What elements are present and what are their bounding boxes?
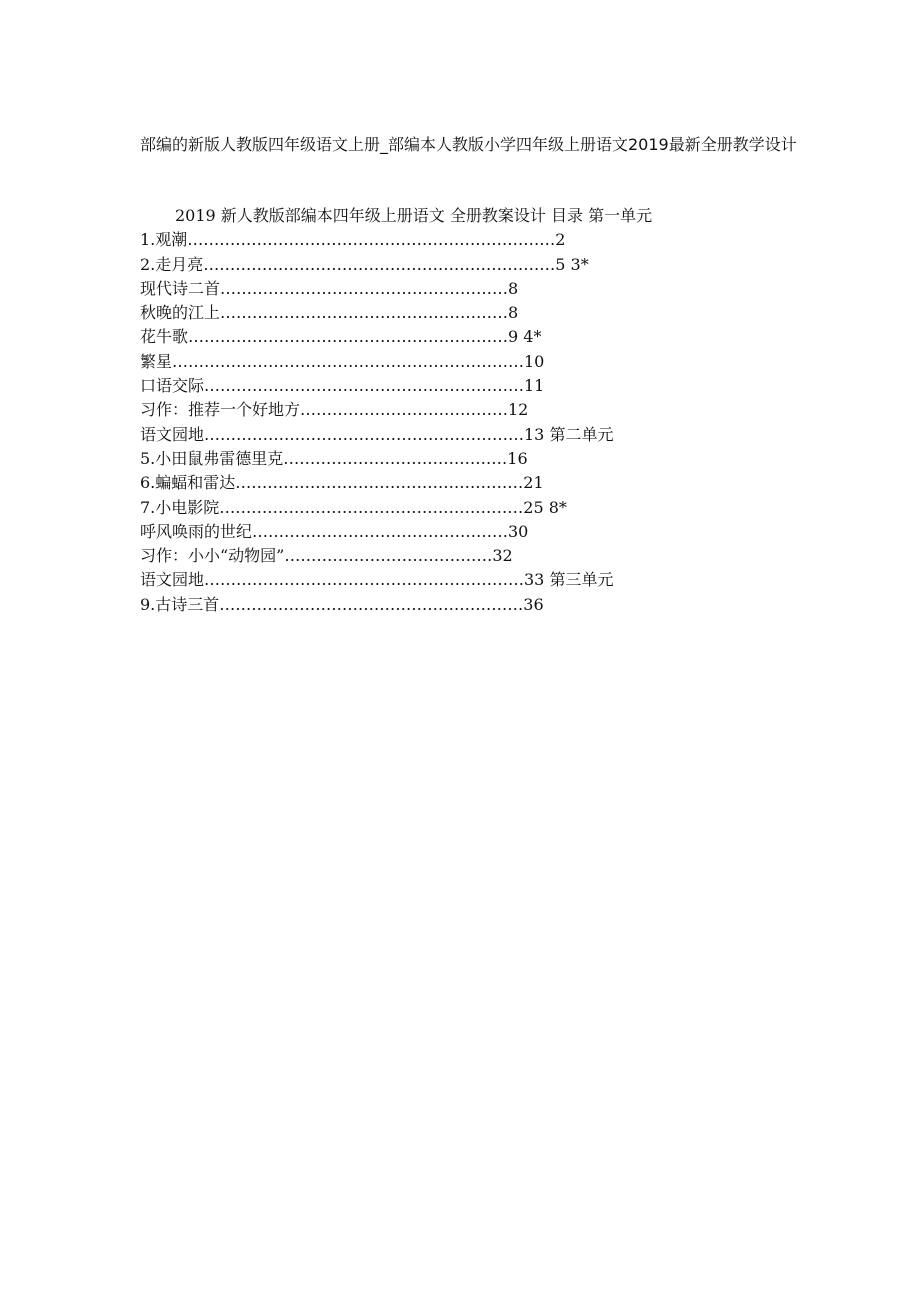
toc-entry: 呼风唤雨的世纪…………………………………………30 bbox=[140, 521, 529, 541]
toc-entry: 繁星…………………………………………………………10 bbox=[140, 351, 545, 371]
toc-lead-line: 2019 新人教版部编本四年级上册语文 全册教案设计 目录 第一单元 bbox=[175, 206, 653, 225]
toc-entry: 现代诗二首………………………………………………8 bbox=[140, 278, 519, 298]
toc-entry: 花牛歌……………………………………………………9 4* bbox=[140, 327, 542, 347]
toc-entry: 5.小田鼠弗雷德里克……………………………………16 bbox=[140, 448, 528, 468]
document-body bbox=[140, 204, 800, 617]
toc-entry: 2.走月亮…………………………………………………………5 3* bbox=[140, 254, 589, 274]
table-of-contents bbox=[140, 228, 800, 617]
toc-entry: 6.蝙蝠和雷达………………………………………………21 bbox=[140, 473, 544, 493]
toc-entry: 语文园地……………………………………………………33 第三单元 bbox=[140, 570, 614, 590]
toc-entry: 9.古诗三首…………………………………………………36 bbox=[140, 594, 544, 614]
toc-entry: 秋晚的江上………………………………………………8 bbox=[140, 303, 519, 323]
toc-entry: 语文园地……………………………………………………13 第二单元 bbox=[140, 424, 614, 444]
toc-entry: 口语交际……………………………………………………11 bbox=[140, 376, 545, 396]
toc-entry: 7.小电影院…………………………………………………25 8* bbox=[140, 497, 567, 517]
document-title: 部编的新版人教版四年级语文上册_部编本人教版小学四年级上册语文2019最新全册教学设计 bbox=[140, 135, 797, 154]
toc-entry: 习作：推荐一个好地方…………………………………12 bbox=[140, 400, 529, 420]
toc-entry: 习作：小小“动物园”…………………………………32 bbox=[140, 546, 513, 566]
toc-entry: 1.观潮……………………………………………………………2 bbox=[140, 230, 566, 250]
